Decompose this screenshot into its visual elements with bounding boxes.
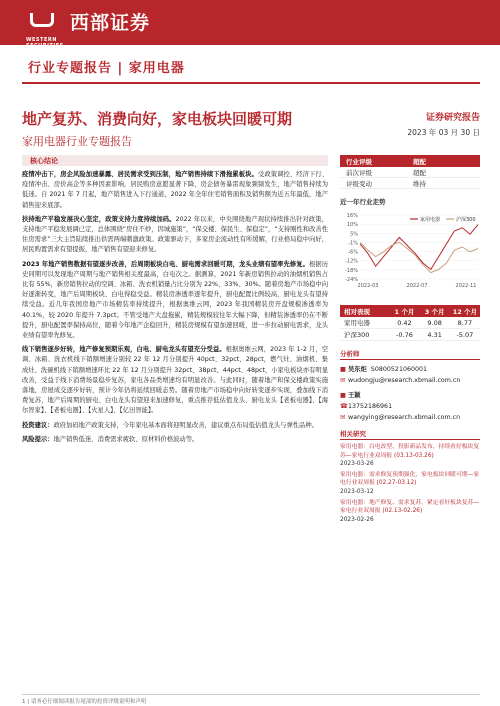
related-heading: 相关研究 [340,429,480,440]
paragraph-lead: 风险提示： [22,435,54,443]
paragraph-text: 地产销售低迷、消费需求疲软、原材料价格波动等。 [53,435,199,443]
perf-header-cell: 相对表现 [344,307,370,316]
report-label: 证券研究报告 [425,113,480,123]
rating-row [340,178,480,189]
person-icon: ■ [340,392,346,399]
perf-cell: 4.31 [427,330,442,339]
section-header [22,155,328,166]
paragraph-text: 受政策调控、经济下行、疫情冲击、房价高企等多种因素影响，居民购房意愿显著下降，房企债务暴雷现象频频发生，地产销售持续为低迷。自 2021 年 7 月起，地产销售进入下行通道，2022 年全年住宅销售面积及销售额为近五年最低，地产销售迎来底部。 [22,171,329,209]
report-date: 2023 年 03 月 30 日 [407,128,480,137]
related-title[interactable]: 家用电器：地产修复、需求复苏，紧定看好板块复苏—家电行业双周报 (02.13-02.26) [340,499,480,515]
related-title[interactable]: 家用电器：需求修复预期强化，家电板块回暖可期—家电行业双周报 (02.27-03.12) [340,471,480,487]
paragraph-lead: 线下销售逐步好转，地产修复预期乐观，白电、厨电龙头有望充分受益。 [22,346,226,354]
perf-cell: 0.42 [397,318,412,327]
rating-row-label: 评级变动 [346,179,372,188]
section-title: 核心结论 [30,157,58,165]
perf-header-cell: 3 个月 [424,307,445,316]
x-tick-label: 2022-07 [406,283,428,289]
sidebar [340,155,480,526]
y-tick-label: -18% [345,267,358,274]
related-date: 2023-03-26 [340,461,374,468]
analyst-phone: 13752186961 [348,403,393,410]
perf-cell: 8.77 [457,318,473,327]
analyst-heading: 分析师 [340,349,480,360]
table-row [340,329,480,341]
related-date: 2023-03-12 [340,488,374,495]
related-title[interactable]: 家用电器：白电改型、投影新品发布，持续看好板块复苏—家电行业双周报 (03.13-03.26) [340,444,480,459]
analyst-name: 王颖 [348,392,361,399]
paragraph-lead: 2023 年地产销售数据有望逐步改善，后周期板块白电、厨电需求回暖可期，龙头业绩有望率先修复。 [22,260,309,268]
rating-row-value: 超配 [413,168,426,177]
rating-row-value: 维持 [413,179,426,188]
series-line [360,242,478,272]
paragraph-text: 根据奥维云网，2023 年 1-2 月，空调、冰箱、洗衣机线下销额增速分别较 22 年 12 月分别提升 40pct、32pct、28pct，燃气灶、油烟机、集成灶、洗碗机线下销额增速环比 22 年 12 月分别提升 32pct、38pct、44pct、48pct，小家电板块亦有明显改善，受益于线下消费场景稳步复苏，家电各品类增速均有明显改善。与此同时，随着地产和保交楼政策实施落地，房屋成交逐步好转，预计今年仍将延续回暖态势。随着房地产市场稳中向好转变逐步实现，叠加线下消费复苏，地产后周期的厨电、白电龙头有望迎来加速修复，重点推荐低估值龙头、厨电龙头【老板电器】、【海尔智家】、【老板电器】、【火星人】、【亿田智能】。 [22,346,328,415]
y-tick-label: 16% [346,213,358,219]
brand-name: 西部证券 [70,12,151,34]
paragraph [22,215,328,256]
analyst-cert: S0800521060001 [370,366,427,373]
perf-cell: 沪深300 [344,331,370,339]
paragraph-lead: 疫情冲击下，房企风险加速暴露、居民需求受到压制，地产销售持续下滑拖累板块。 [22,171,258,178]
paragraph-lead: 投资建议： [22,421,54,429]
brand-logo [26,8,151,49]
footer-text: 1 | 请务必仔细阅读报告尾部的投资评级说明和声明 [22,699,147,705]
paragraph [22,421,328,431]
analyst-name: 吴东炬 [348,366,367,373]
related-date: 2023-02-26 [340,516,374,523]
rating-value: 超配 [413,157,426,166]
legend-label: 沪深300 [456,217,476,223]
perf-cell: -0.76 [396,330,413,339]
person-icon: ■ [340,366,346,373]
brand-english: WESTERN SECURITIES [26,36,64,49]
performance-header [340,305,480,317]
paragraph [22,260,328,342]
paragraph-text: 政府加码地产政策支持，今年家电基本面将迎明显改善，建议重点布局低估值龙头与弹性品种。 [53,421,318,429]
analyst-email[interactable]: wudongju@research.xbmail.com.cn [348,377,461,384]
paragraph [22,345,328,416]
trend-chart [340,209,480,295]
paragraph-text: 根据历史同期可以发现地产周期与地产销售相关度最高，白电次之。据测算，2021 年新房销售拉动的油烟机销售占比有 55%，新房销售拉动的空调、冰箱、洗衣机销量占比分别为 22%、33%、30%。随着房地产市场稳中向好逐渐转变，地产后周期板块、白电得稳受益。精装房渗透率逐年提升，厨电配置比例较高，厨电龙头有望持续受益。近几年我国房地产市场精装率持续提升，根据奥维云网，2023 年我国精装房开盘规模渗透率为 40.1%，较 2020 年提升 7.3pct。不管受地产大盘拖累，精装规模较往年大幅下降，但精装渗透率仍在不断提升，厨电配置率保持高位，随着今年地产企稳回升，精装房规模有望加速回暖，进一步拉动厨电需求，龙头业绩有望率先修复。 [22,260,329,340]
x-tick-label: 2022-11 [455,283,477,289]
chart-title: 近一年行业走势 [340,198,386,206]
perf-header-cell: 1 个月 [394,307,415,316]
divider [22,82,480,84]
rating-row [340,167,480,178]
paragraph-text: 2022 年以来，中央围绕地产现状持续推出针对政策，支持地产平稳发展调已定，总体围绕“房住不炒，因城施策”，“保交楼、保民生、保稳定”，“支持刚性和改善性住房需求”三大主旨陆续推出供需两端刺激政策。政策驱动下，多家房企流动性有所缓解，行业格局稳中向好，居民购置需求有望提振，地产销售有望迎来修复。 [22,215,329,254]
rating-row-label: 前次评级 [346,168,372,177]
analyst-card [340,364,480,386]
analyst-email[interactable]: wangying@research.xbmail.com.cn [348,414,461,421]
x-tick-label: 2022-03 [357,283,379,289]
y-tick-label: -24% [345,277,358,283]
related-item[interactable] [340,471,480,497]
analyst-card [340,390,480,423]
mail-icon: ✉ [340,414,346,421]
performance-table [340,305,480,341]
rating-label: 行业评级 [346,157,372,166]
y-tick-label: 5% [350,231,358,238]
related-list [340,443,480,524]
y-tick-label: -1% [348,240,358,247]
legend-label: 家用电器 [420,217,441,223]
report-title: 地产复苏、消费向好，家电板块回暖可期 [22,110,293,128]
footer-divider [22,694,480,695]
mail-icon: ✉ [340,377,346,384]
logo-mark-icon [26,11,64,49]
doc-type: 行业专题报告 | 家用电器 [28,61,185,76]
rating-header [340,155,480,167]
y-tick-label: -12% [345,258,358,265]
phone-icon: ☎ [340,403,348,410]
perf-cell: 9.08 [427,318,442,327]
related-item[interactable] [340,443,480,469]
y-tick-label: -6% [348,249,358,256]
perf-cell: 家用电器 [344,319,370,327]
related-item[interactable] [340,499,480,525]
table-row [340,317,480,329]
perf-header-cell: 12 个月 [452,307,478,316]
perf-cell: -5.07 [456,330,474,339]
paragraph [22,435,328,445]
paragraph [22,170,328,211]
series-line [360,225,478,270]
y-tick-label: 10% [346,222,358,229]
header-bar [0,0,500,49]
report-subtitle: 家用电器行业专题报告 [22,135,132,148]
paragraph-lead: 扶持地产平稳发展决心坚定，政策支持力度持续加码。 [22,215,176,223]
body-text [22,170,328,449]
